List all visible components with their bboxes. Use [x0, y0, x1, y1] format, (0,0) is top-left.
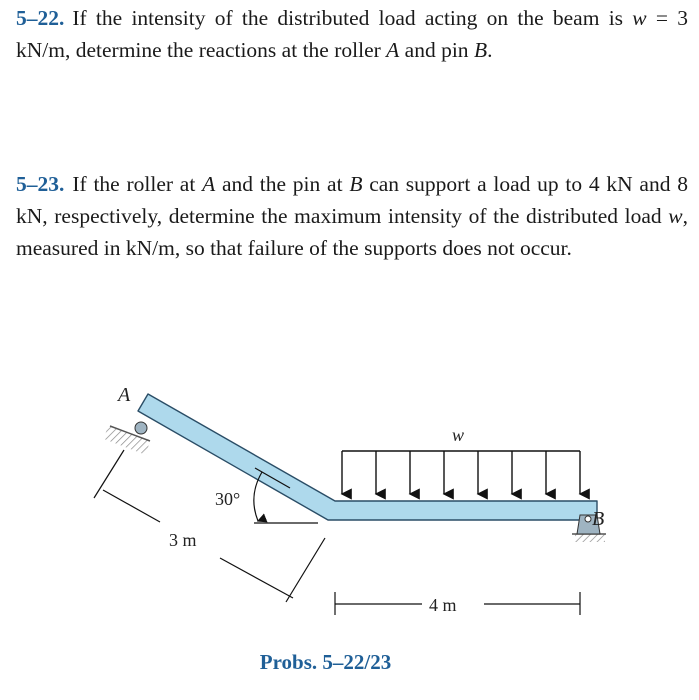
variable: A: [202, 172, 216, 196]
problem-5-23: [16, 168, 688, 264]
pin-icon: [585, 516, 591, 522]
dimension-3m: [94, 450, 325, 602]
label-a: A: [118, 384, 131, 406]
roller-icon: [135, 422, 147, 434]
problem-text: If the intensity of the distributed load acting on the beam is: [72, 6, 633, 30]
variable: B: [349, 172, 363, 196]
dimension-line: [103, 490, 160, 522]
problem-text: and the pin at: [215, 172, 350, 196]
problem-text: If the roller at: [72, 172, 203, 196]
extension-line: [286, 538, 325, 602]
figure-caption: [0, 650, 699, 675]
distributed-load: [342, 451, 580, 494]
problem-number: 5–22.: [16, 6, 65, 30]
problem-number: 5–23.: [16, 172, 65, 196]
variable: B: [473, 38, 488, 62]
problem-5-22: [16, 2, 688, 66]
problem-text: , measured in kN/m, so that failure of the supports does not occur.: [16, 204, 688, 260]
problem-text: and pin: [399, 38, 474, 62]
dimension-4m: [335, 592, 580, 615]
label-3m: 3 m: [169, 530, 197, 550]
roller-support: [104, 422, 150, 455]
problem-text: can support a load up to 4 kN and 8 kN, respectively, determine the maximum intensity of the distributed load: [16, 172, 688, 228]
label-angle: 30°: [215, 489, 241, 509]
variable: A: [386, 38, 400, 62]
beam-figure: [0, 360, 699, 700]
extension-line: [94, 450, 124, 498]
ground-hatch: [575, 534, 605, 542]
problem-text: .: [487, 38, 493, 62]
problem-text: = 3 kN/m, determine the reactions at the roller: [16, 6, 688, 62]
label-4m: 4 m: [429, 595, 457, 615]
label-w: w: [452, 425, 465, 445]
beam: [138, 394, 597, 520]
variable: w: [668, 204, 683, 228]
caption-text: Probs. 5–22/23: [259, 650, 392, 674]
label-b: B: [592, 508, 605, 530]
dimension-line: [220, 558, 293, 598]
variable: w: [632, 6, 647, 30]
